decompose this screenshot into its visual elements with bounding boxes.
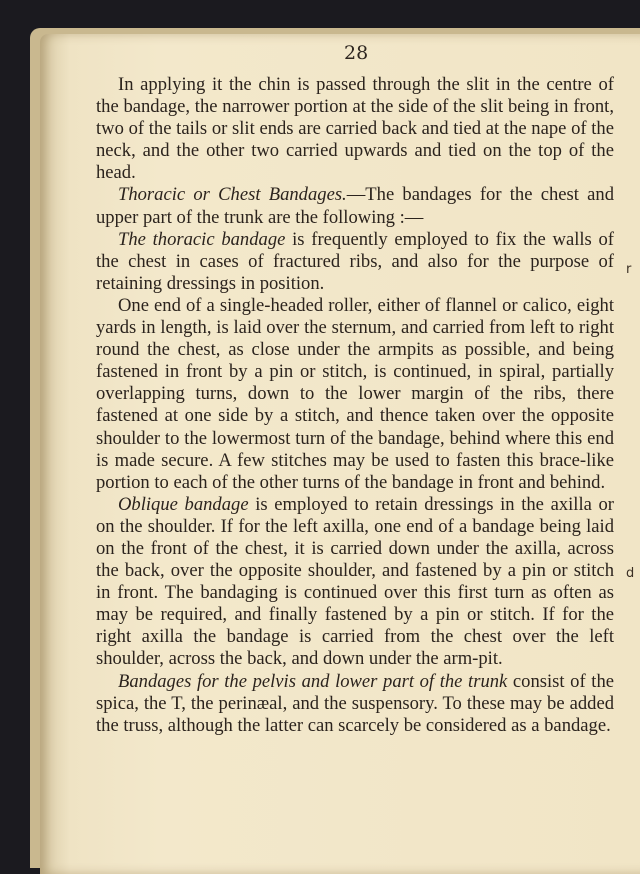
paragraph	[96, 184, 614, 228]
paragraph-text: In applying it the chin is passed through the slit in the centre of the bandage, the narrower portion at the side of the slit being in front, two of the tails or slit ends are carried back and tied at the nape of the neck, and the other two carried upwards and tied on the top of the head.	[96, 74, 614, 184]
paragraph	[96, 74, 614, 184]
term-heading: The thoracic bandage	[118, 228, 286, 250]
page-number: 28	[344, 42, 369, 64]
paragraph	[96, 494, 614, 671]
body-text	[96, 74, 614, 737]
section-heading: Thoracic or Chest Bandages.	[118, 184, 347, 206]
term-heading: Bandages for the pelvis and lower part of the trunk	[118, 670, 508, 692]
paragraph-text: is frequently employed to fix the walls of the chest in cases of fractured ribs, and also for the purpose of retaining dressings in position.	[96, 228, 615, 294]
paragraph-text: —The bandages for the chest and upper part of the trunk are the following :—	[96, 184, 614, 228]
paragraph	[96, 671, 614, 737]
paragraph-text: One end of a single-headed roller, either of flannel or calico, eight yards in length, is laid over the sternum, and carried from left to right round the chest, as close under the armpits as possible, and being fastened in front by a pin or stitch, is continued, in spiral, partially overlapping turns, down to the lower margin of the ribs, there fastened at one side by a stitch, and thence taken over the opposite shoulder to the lowermost turn of the bandage, behind where this end is made secure. A few stitches may be used to fasten this brace-like portion to each of the other turns of the bandage in front and behind.	[96, 294, 614, 493]
term-heading: Oblique bandage	[118, 493, 249, 515]
margin-mark: r	[626, 262, 632, 277]
paragraph	[96, 295, 614, 494]
paragraph	[96, 229, 614, 295]
paragraph-text: consist of the spica, the T, the perinæal, and the suspensory. To these may be added the truss, although the latter can scarcely be considered as a bandage.	[96, 670, 614, 736]
paragraph-text: is employed to retain dressings in the axilla or on the shoulder. If for the left axilla, one end of a bandage being laid on the front of the chest, it is carried down under the axilla, across the back, over the opposite shoulder, and fastened by a pin or stitch in front. The bandaging is continued over this first turn as often as may be required, and finally fastened by a pin or stitch. If for the right axilla the bandage is carried from the chest over the left shoulder, across the back, and down under the arm-pit.	[96, 493, 614, 670]
margin-mark: d	[626, 566, 635, 581]
